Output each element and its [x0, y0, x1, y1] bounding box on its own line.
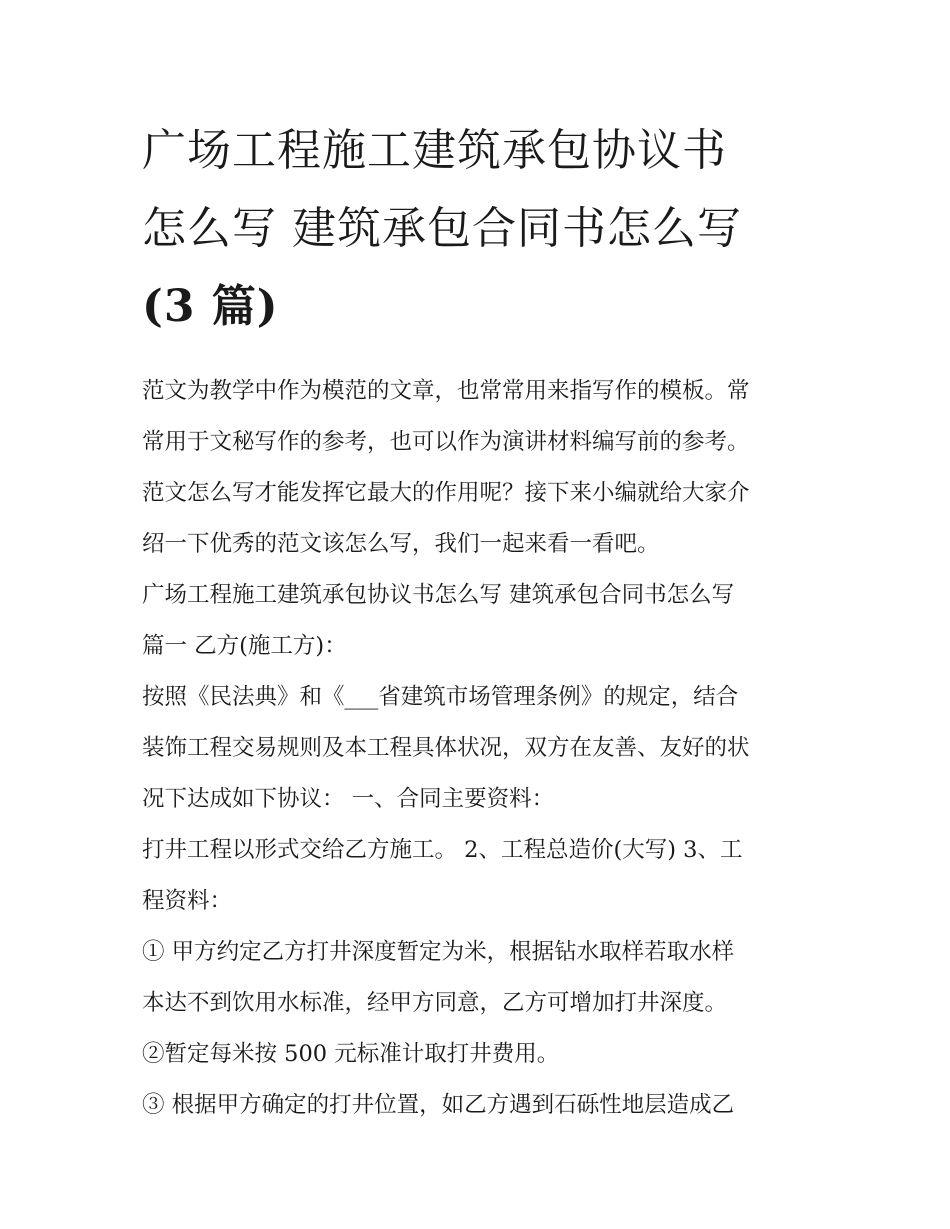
document-page	[142, 112, 822, 1131]
document-title	[142, 112, 822, 346]
list-item-line: ②暂定每米按 500 元标准计取打井费用。	[142, 1041, 560, 1067]
body-line: 绍一下优秀的范文该怎么写，我们一起来看一看吧。	[142, 531, 660, 557]
body-line: 程资料：	[142, 888, 233, 914]
body-line: 打井工程以形式交给乙方施工。 2、工程总造价(大写) 3、工	[142, 837, 743, 863]
section-heading-line: 广场工程施工建筑承包协议书怎么写 建筑承包合同书怎么写	[142, 582, 735, 608]
body-line: 按照《民法典》和《___省建筑市场管理条例》的规定，结合	[142, 684, 739, 710]
list-item-line: 本达不到饮用水标准，经甲方同意，乙方可增加打井深度。	[142, 990, 728, 1016]
body-line: 况下达成如下协议： 一、合同主要资料：	[142, 786, 555, 812]
body-line: 范文为教学中作为模范的文章，也常常用来指写作的模板。常	[142, 378, 750, 404]
body-line: 常用于文秘写作的参考，也可以作为演讲材料编写前的参考。	[142, 429, 750, 455]
title-line-1: 广场工程施工建筑承包协议书	[142, 125, 727, 176]
body-line: 范文怎么写才能发挥它最大的作用呢？接下来小编就给大家介	[142, 480, 750, 506]
list-item-line: ① 甲方约定乙方打井深度暂定为米，根据钻水取样若取水样	[142, 939, 735, 965]
document-body	[142, 366, 822, 1131]
title-line-2: 怎么写 建筑承包合同书怎么写	[142, 203, 742, 254]
body-line: 装饰工程交易规则及本工程具体状况，双方在友善、友好的状	[142, 735, 750, 761]
title-line-3: (3 篇)	[142, 281, 279, 332]
section-heading-line: 篇一 乙方(施工方)：	[142, 633, 347, 659]
list-item-line: ③ 根据甲方确定的打井位置，如乙方遇到石砾性地层造成乙	[142, 1092, 735, 1118]
